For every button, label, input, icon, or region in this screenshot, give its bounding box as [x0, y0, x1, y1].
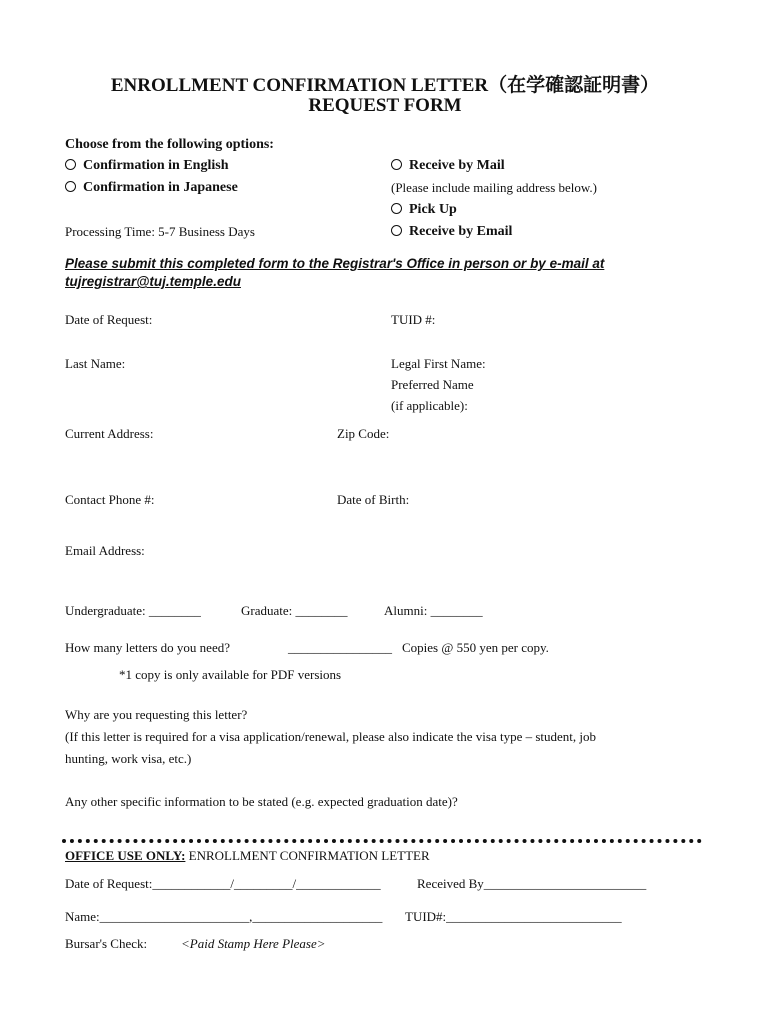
last-name-label: Last Name:	[65, 356, 126, 371]
bursar-check-label: Bursar's Check:	[65, 936, 148, 951]
visa-note-line2: hunting, work visa, etc.)	[65, 751, 192, 766]
option-receive-email[interactable]: Receive by Email	[391, 224, 512, 240]
form-title-line2: REQUEST FORM	[308, 95, 462, 116]
pdf-note: *1 copy is only available for PDF versions	[119, 667, 342, 682]
contact-phone-label: Contact Phone #:	[65, 492, 155, 507]
radio-circle-icon[interactable]	[391, 159, 402, 170]
registrar-email-link[interactable]: tujregistrar@tuj.temple.edu	[65, 274, 241, 289]
tuid-label: TUID #:	[391, 312, 436, 327]
processing-time: Processing Time: 5-7 Business Days	[65, 224, 255, 239]
how-many-letters-label: How many letters do you need?	[65, 640, 230, 655]
office-use-divider	[62, 839, 702, 843]
option-confirmation-english[interactable]: Confirmation in English	[65, 158, 228, 174]
office-date-of-request-field[interactable]: Date of Request:____________/_________/_____________	[65, 876, 381, 891]
if-applicable-label: (if applicable):	[391, 398, 468, 413]
zip-code-label: Zip Code:	[337, 426, 390, 441]
radio-circle-icon[interactable]	[391, 225, 402, 236]
radio-circle-icon[interactable]	[391, 203, 402, 214]
email-address-label: Email Address:	[65, 543, 145, 558]
mail-note: (Please include mailing address below.)	[391, 180, 598, 195]
radio-circle-icon[interactable]	[65, 159, 76, 170]
options-heading: Choose from the following options:	[65, 137, 274, 152]
submit-notice: Please submit this completed form to the Registrar's Office in person or by e-mail at	[65, 256, 605, 271]
visa-note-line1: (If this letter is required for a visa application/renewal, please also indicate the visa type – student, job	[65, 729, 597, 744]
other-info-label: Any other specific information to be stated (e.g. expected graduation date)?	[65, 794, 458, 809]
why-requesting-label: Why are you requesting this letter?	[65, 707, 248, 722]
paid-stamp-note: <Paid Stamp Here Please>	[181, 936, 326, 951]
legal-first-name-label: Legal First Name:	[391, 356, 486, 371]
graduate-field[interactable]: Graduate: ________	[241, 603, 348, 618]
form-title-line1: ENROLLMENT CONFIRMATION LETTER（在学確認証明書）	[110, 75, 660, 96]
current-address-label: Current Address:	[65, 426, 154, 441]
copies-price: Copies @ 550 yen per copy.	[402, 640, 549, 655]
option-confirmation-japanese[interactable]: Confirmation in Japanese	[65, 180, 238, 196]
radio-circle-icon[interactable]	[65, 181, 76, 192]
office-tuid-field[interactable]: TUID#:___________________________	[405, 909, 622, 924]
office-use-only-label: OFFICE USE ONLY:	[65, 848, 186, 863]
office-received-by-field[interactable]: Received By_________________________	[417, 876, 647, 891]
preferred-name-label: Preferred Name	[391, 377, 474, 392]
option-pick-up[interactable]: Pick Up	[391, 202, 457, 218]
option-receive-mail[interactable]: Receive by Mail	[391, 158, 505, 174]
office-use-letter-label: ENROLLMENT CONFIRMATION LETTER	[185, 848, 430, 863]
alumni-field[interactable]: Alumni: ________	[384, 603, 483, 618]
undergraduate-field[interactable]: Undergraduate: ________	[65, 603, 201, 618]
office-name-field[interactable]: Name:_______________________,____________________	[65, 909, 383, 924]
copies-field[interactable]: ________________	[288, 640, 392, 655]
office-use-heading	[65, 848, 430, 864]
date-of-request-label: Date of Request:	[65, 312, 153, 327]
date-of-birth-label: Date of Birth:	[337, 492, 410, 507]
